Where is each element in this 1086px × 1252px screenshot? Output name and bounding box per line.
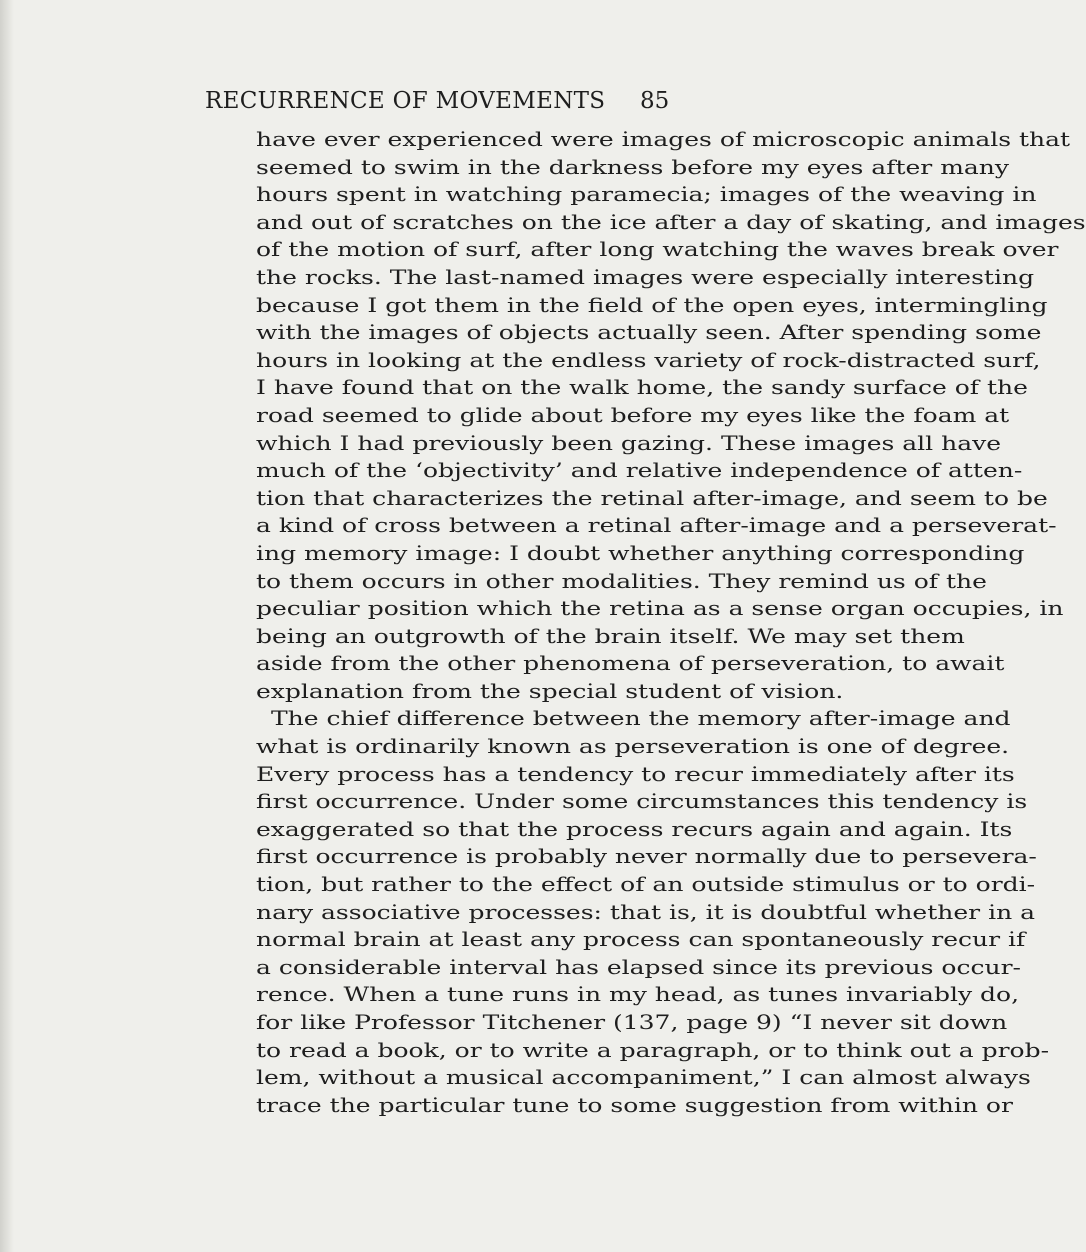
- text-line: being an outgrowth of the brain itself. We may set them: [256, 623, 965, 648]
- text-line: much of the ‘objectivity’ and relative independence of atten-: [256, 458, 1023, 483]
- text-line: The chief difference between the memory after-image and: [271, 706, 1011, 731]
- text-line: lem, without a musical accompaniment,” I can almost always: [256, 1065, 1031, 1090]
- text-line: to them occurs in other modalities. They remind us of the: [256, 568, 987, 593]
- text-line: have ever experienced were images of microscopic animals that: [256, 127, 1071, 151]
- text-line: explanation from the special student of vision.: [256, 678, 844, 703]
- text-line: Every process has a tendency to recur immediately after its: [256, 761, 1015, 786]
- text-line: aside from the other phenomena of perseveration, to await: [256, 651, 1005, 676]
- text-line: road seemed to glide about before my eyes like the foam at: [256, 402, 1010, 427]
- text-line: a considerable interval has elapsed since its previous occur-: [256, 954, 1021, 979]
- binding-shadow: [0, 0, 14, 1252]
- text-line: trace the particular tune to some suggestion from within or: [256, 1092, 1013, 1117]
- text-line: tion, but rather to the effect of an outside stimulus or to ordi-: [256, 872, 1036, 897]
- text-line: ing memory image: I doubt whether anything corresponding: [256, 540, 1025, 565]
- text-line: hours in looking at the endless variety of rock-distracted surf,: [256, 347, 1041, 372]
- text-line: because I got them in the field of the open eyes, intermingling: [256, 292, 1048, 317]
- text-line: the rocks. The last-named images were especially interesting: [256, 264, 1035, 289]
- text-line: for like Professor Titchener (137, page 9) “I never sit down: [256, 1010, 1008, 1034]
- text-line: nary associative processes: that is, it is doubtful whether in a: [256, 899, 1036, 924]
- text-line: with the images of objects actually seen. After spending some: [256, 320, 1042, 345]
- running-head-title: RECURRENCE OF MOVEMENTS: [205, 88, 606, 114]
- text-line: rence. When a tune runs in my head, as tunes invariably do,: [256, 982, 1020, 1007]
- text-line: I have found that on the walk home, the sandy surface of the: [256, 375, 1028, 400]
- text-line: a kind of cross between a retinal after-image and a perseverat-: [256, 513, 1057, 538]
- body-text: [256, 126, 1086, 1119]
- text-line: and out of scratches on the ice after a day of skating, and images: [256, 209, 1086, 234]
- text-line: normal brain at least any process can spontaneously recur if: [256, 927, 1026, 952]
- text-line: which I had previously been gazing. These images all have: [256, 430, 1002, 455]
- page-number: 85: [640, 88, 670, 114]
- text-line: seemed to swim in the darkness before my eyes after many: [256, 154, 1010, 179]
- text-line: first occurrence. Under some circumstances this tendency is: [256, 789, 1028, 814]
- text-line: peculiar position which the retina as a sense organ occupies, in: [256, 596, 1064, 621]
- text-line: exaggerated so that the process recurs again and again. Its: [256, 816, 1013, 841]
- text-line: to read a book, or to write a paragraph, or to think out a prob-: [256, 1037, 1050, 1062]
- text-line: of the motion of surf, after long watching the waves break over: [256, 237, 1059, 262]
- text-line: first occurrence is probably never normally due to persevera-: [256, 844, 1037, 869]
- text-line: what is ordinarily known as perseveration is one of degree.: [256, 734, 1010, 759]
- text-line: tion that characterizes the retinal after-image, and seem to be: [256, 485, 1048, 510]
- text-line: hours spent in watching paramecia; images of the weaving in: [256, 182, 1037, 207]
